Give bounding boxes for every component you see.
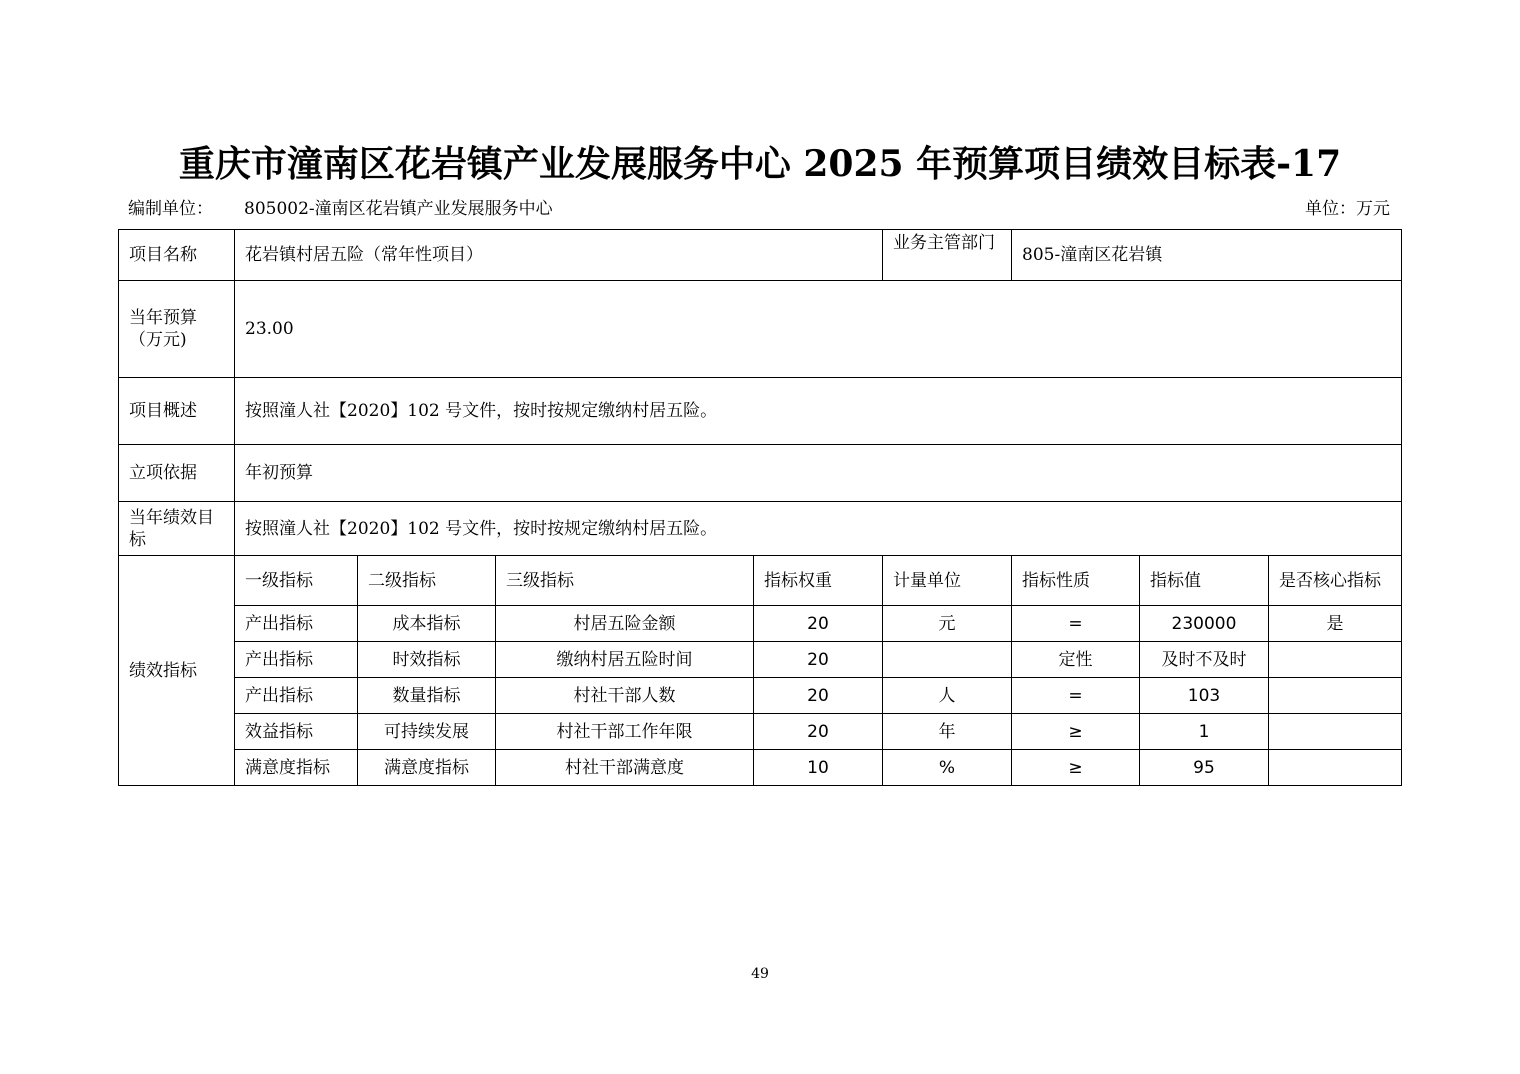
dept-value: 805-潼南区花岩镇 — [1012, 230, 1402, 281]
basis-value: 年初预算 — [235, 445, 1402, 502]
indicator-cell: 20 — [754, 606, 883, 642]
indicator-cell: 成本指标 — [358, 606, 496, 642]
indicator-header: 是否核心指标 — [1269, 556, 1402, 606]
basis-row — [119, 445, 1402, 502]
indicator-header: 指标性质 — [1012, 556, 1140, 606]
indicator-row — [119, 678, 1402, 714]
indicator-header: 二级指标 — [358, 556, 496, 606]
indicator-header: 计量单位 — [883, 556, 1012, 606]
basis-label: 立项依据 — [119, 445, 235, 502]
indicator-cell: 20 — [754, 714, 883, 750]
indicator-header-row — [119, 556, 1402, 606]
page-number: 49 — [751, 966, 769, 982]
indicator-cell: 村居五险金额 — [496, 606, 754, 642]
indicator-header: 一级指标 — [235, 556, 358, 606]
indicator-row — [119, 750, 1402, 786]
indicator-cell — [1269, 642, 1402, 678]
indicator-cell: 20 — [754, 642, 883, 678]
indicator-row — [119, 606, 1402, 642]
indicator-cell: 元 — [883, 606, 1012, 642]
goal-row — [119, 502, 1402, 556]
indicators-label: 绩效指标 — [119, 556, 235, 786]
indicator-cell: ≥ — [1012, 750, 1140, 786]
indicator-cell: 年 — [883, 714, 1012, 750]
prep-unit-value: 805002-潼南区花岩镇产业发展服务中心 — [244, 199, 553, 219]
indicator-cell: 可持续发展 — [358, 714, 496, 750]
overview-row — [119, 378, 1402, 445]
indicator-cell: 103 — [1140, 678, 1269, 714]
indicator-row — [119, 642, 1402, 678]
budget-label: 当年预算（万元) — [119, 281, 235, 378]
budget-value: 23.00 — [235, 281, 1402, 378]
dept-label: 业务主管部门 — [883, 230, 1012, 281]
indicator-header: 三级指标 — [496, 556, 754, 606]
indicator-cell: 230000 — [1140, 606, 1269, 642]
overview-value: 按照潼人社【2020】102 号文件，按时按规定缴纳村居五险。 — [235, 378, 1402, 445]
indicator-cell: 村社干部工作年限 — [496, 714, 754, 750]
project-name-row — [119, 230, 1402, 281]
indicator-row — [119, 714, 1402, 750]
indicator-cell: 产出指标 — [235, 678, 358, 714]
project-name-value: 花岩镇村居五险（常年性项目） — [235, 230, 883, 281]
budget-row — [119, 281, 1402, 378]
indicator-cell: 95 — [1140, 750, 1269, 786]
indicator-cell: 村社干部人数 — [496, 678, 754, 714]
indicator-cell: 1 — [1140, 714, 1269, 750]
indicator-cell — [1269, 714, 1402, 750]
indicator-header: 指标值 — [1140, 556, 1269, 606]
indicator-cell: 缴纳村居五险时间 — [496, 642, 754, 678]
performance-table — [118, 229, 1402, 786]
page-title: 重庆市潼南区花岩镇产业发展服务中心 2025 年预算项目绩效目标表-17 — [178, 143, 1342, 185]
prep-unit-label: 编制单位： — [128, 199, 213, 219]
indicator-cell: 效益指标 — [235, 714, 358, 750]
indicator-cell: = — [1012, 678, 1140, 714]
indicator-cell: 人 — [883, 678, 1012, 714]
indicator-cell: 满意度指标 — [358, 750, 496, 786]
indicator-cell: 村社干部满意度 — [496, 750, 754, 786]
indicator-cell: 数量指标 — [358, 678, 496, 714]
indicator-cell: 时效指标 — [358, 642, 496, 678]
goal-value: 按照潼人社【2020】102 号文件，按时按规定缴纳村居五险。 — [235, 502, 1402, 556]
indicator-cell: 20 — [754, 678, 883, 714]
indicator-cell: 10 — [754, 750, 883, 786]
indicator-cell: 产出指标 — [235, 606, 358, 642]
indicator-cell — [1269, 750, 1402, 786]
overview-label: 项目概述 — [119, 378, 235, 445]
project-name-label: 项目名称 — [119, 230, 235, 281]
indicator-cell: 是 — [1269, 606, 1402, 642]
indicator-cell — [1269, 678, 1402, 714]
goal-label: 当年绩效目标 — [119, 502, 235, 556]
indicator-cell: ≥ — [1012, 714, 1140, 750]
currency-unit: 单位：万元 — [1305, 199, 1390, 219]
indicator-cell: 产出指标 — [235, 642, 358, 678]
indicator-cell: % — [883, 750, 1012, 786]
indicator-cell: = — [1012, 606, 1140, 642]
indicator-header: 指标权重 — [754, 556, 883, 606]
indicator-cell: 定性 — [1012, 642, 1140, 678]
indicator-cell — [883, 642, 1012, 678]
indicator-cell: 满意度指标 — [235, 750, 358, 786]
indicator-cell: 及时不及时 — [1140, 642, 1269, 678]
